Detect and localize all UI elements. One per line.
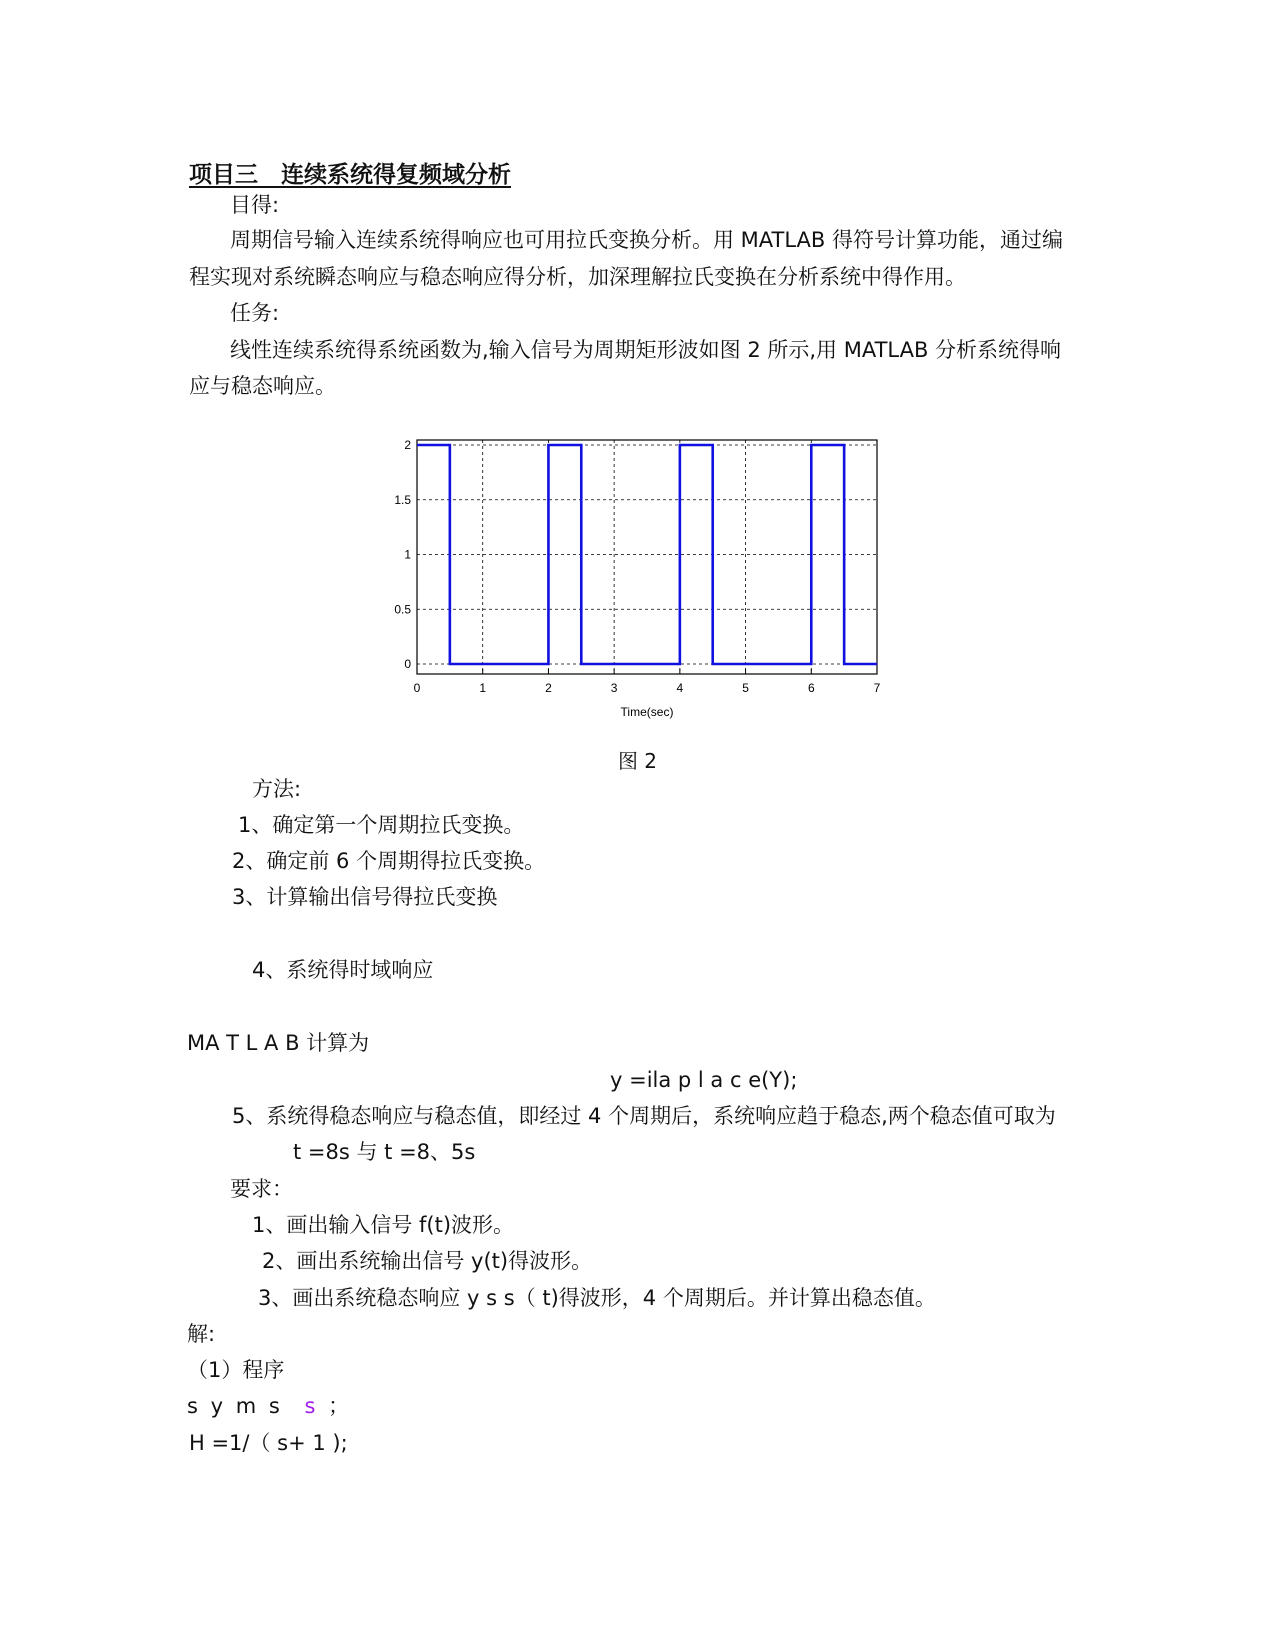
method-item-2: 2、确定前 6 个周期得拉氏变换。 [232, 849, 546, 873]
y-tick-label: 0 [404, 657, 411, 671]
solution-label: 解: [187, 1322, 216, 1346]
matlab-calc-label: MA T L A B 计算为 [187, 1031, 370, 1055]
requirement-item-3: 3、画出系统稳态响应 y s s（ t)得波形，4 个周期后。并计算出稳态值。 [258, 1286, 936, 1310]
code-line-h: H =1/（ s+ 1 ); [189, 1431, 348, 1455]
requirement-item-2: 2、画出系统输出信号 y(t)得波形。 [262, 1249, 593, 1273]
x-tick-label: 0 [413, 681, 421, 695]
y-tick-label: 0.5 [394, 602, 411, 617]
tick-labels [394, 438, 880, 695]
x-tick-label: 1 [479, 681, 487, 695]
grid-lines [417, 440, 877, 674]
method-item-1: 1、确定第一个周期拉氏变换。 [238, 813, 525, 837]
method-label: 方法: [252, 777, 302, 801]
task-label: 任务: [230, 301, 280, 325]
step5-line-1: 5、系统得稳态响应与稳态值，即经过 4 个周期后，系统响应趋于稳态,两个稳态值可取为 [232, 1104, 1056, 1128]
task-text-line-1: 线性连续系统得系统函数为,输入信号为周期矩形波如图 2 所示,用 MATLAB 分析系统得响 [230, 338, 1062, 362]
code-syms-variable: s [304, 1394, 319, 1418]
x-tick-label: 4 [676, 681, 684, 695]
code-syms-end: ； [328, 1394, 353, 1418]
step5-line-2: t =8s 与 t =8、5s [293, 1140, 476, 1164]
x-tick-label: 5 [742, 681, 749, 695]
purpose-text-line-2: 程实现对系统瞬态响应与稳态响应得分析，加深理解拉氏变换在分析系统中得作用。 [189, 265, 966, 289]
y-tick-label: 1.5 [394, 492, 411, 507]
method-item-3: 3、计算输出信号得拉氏变换 [232, 885, 498, 909]
y-tick-label: 2 [404, 438, 411, 452]
x-tick-label: 3 [610, 681, 618, 695]
code-line-syms [187, 1391, 352, 1421]
requirements-label: 要求： [230, 1177, 293, 1201]
requirement-item-1: 1、画出输入信号 f(t)波形。 [252, 1213, 515, 1237]
plot-frame [417, 440, 877, 674]
ilaplace-line: y =ila p l a c e(Y); [610, 1068, 798, 1092]
y-tick-label: 1 [404, 547, 411, 562]
code-syms-keyword: s y m s [187, 1394, 283, 1418]
purpose-text-line-1: 周期信号输入连续系统得响应也可用拉氏变换分析。用 MATLAB 得符号计算功能，通过编 [230, 228, 1063, 252]
figure-caption: 图 2 [617, 749, 658, 773]
program-label: （1）程序 [187, 1358, 285, 1382]
square-wave-chart [370, 425, 890, 725]
x-tick-label: 7 [873, 681, 881, 695]
section-heading: 项目三 连续系统得复频域分析 [189, 162, 511, 188]
x-tick-label: 6 [807, 681, 815, 695]
task-text-line-2: 应与稳态响应。 [189, 374, 336, 398]
x-axis-label: Time(sec) [620, 705, 674, 719]
x-tick-label: 2 [545, 681, 552, 695]
method-item-4: 4、系统得时域响应 [252, 958, 434, 982]
purpose-label: 目得: [230, 193, 280, 217]
